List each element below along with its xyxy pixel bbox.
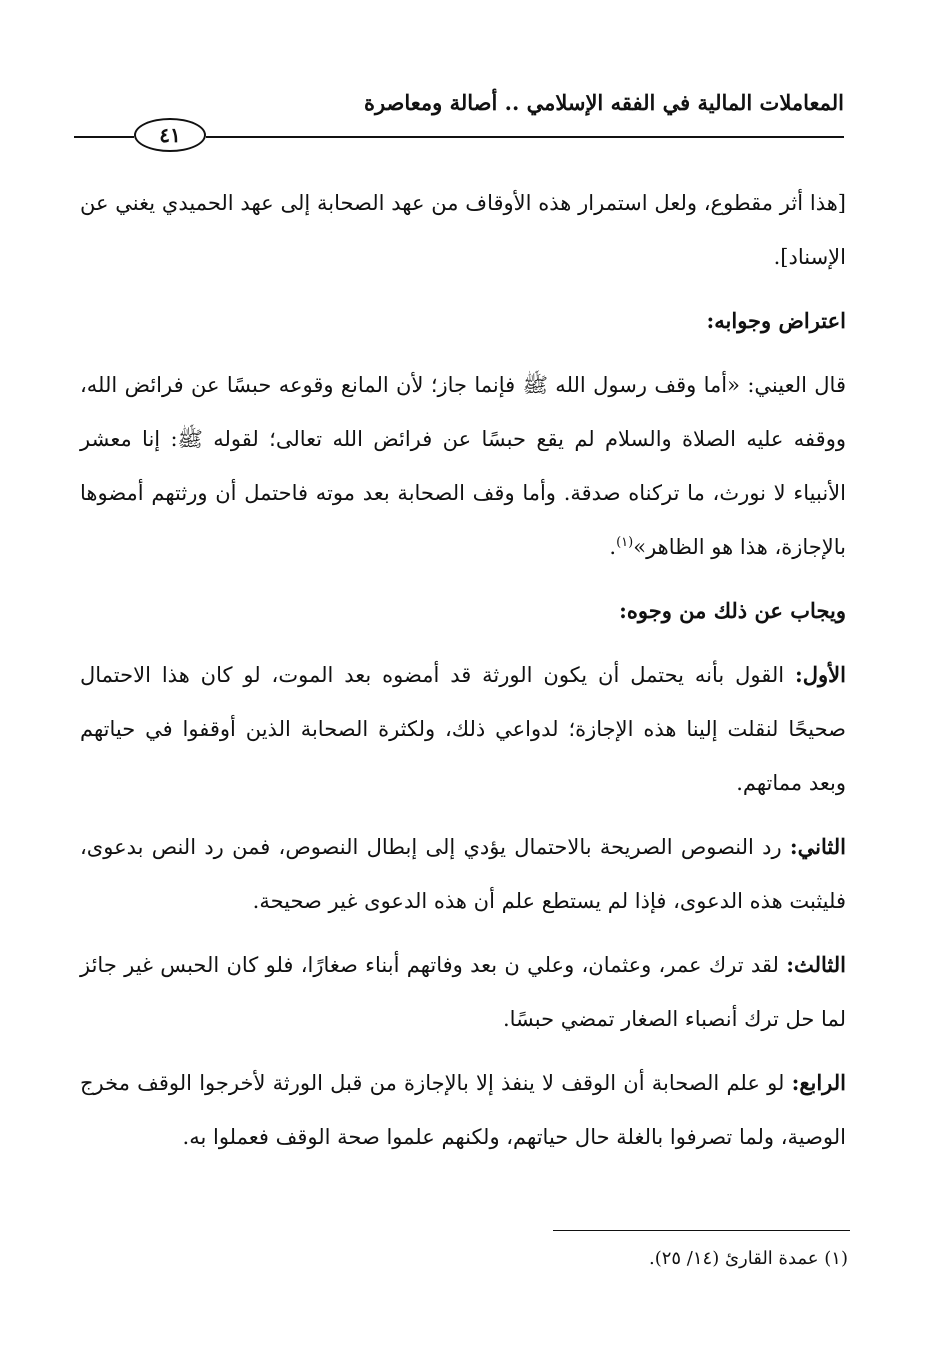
body-text <box>80 176 846 1164</box>
answer-third <box>80 938 846 1046</box>
answer-first <box>80 648 846 810</box>
section-heading-objection: اعتراض وجوابه: <box>706 308 846 333</box>
header-rule <box>206 136 844 138</box>
header-rule-left <box>74 136 134 138</box>
footnote: (١) عمدة القارئ (١٤/ ٢٥). <box>648 1248 848 1269</box>
paragraph-al-ayni-quote <box>80 358 846 574</box>
footnote-reference: (١) <box>616 535 634 550</box>
answer-second <box>80 820 846 928</box>
page-number-badge: ٤١ <box>134 118 206 152</box>
answer-first-label: الأول: <box>795 662 846 687</box>
answer-first-text: القول بأنه يحتمل أن يكون الورثة قد أمضوه بعد الموت، لو كان هذا الاحتمال صحيحًا لنقلت إلينا هذه الإجازة؛ لدواعي ذلك، ولكثرة الصحابة الذين أوقفوا في حياتهم وبعد مماتهم. <box>80 663 846 795</box>
answer-second-text: رد النصوص الصريحة بالاحتمال يؤدي إلى إبطال النصوص، فمن رد النص بدعوى، فليثبت هذه الدعوى، فإذا لم يستطع علم أن هذه الدعوى غير صحيحة. <box>80 835 846 913</box>
footnote-separator <box>553 1230 850 1231</box>
answer-fourth-text: لو علم الصحابة أن الوقف لا ينفذ إلا بالإجازة من قبل الورثة لأخرجوا الوقف مخرج الوصية، ولما تصرفوا بالغلة حال حياتهم، ولكنهم علموا صحة الوقف فعملوا به. <box>80 1071 846 1149</box>
paragraph-1: [هذا أثر مقطوع، ولعل استمرار هذه الأوقاف من عهد الصحابة إلى عهد الحميدي يغني عن الإسناد]. <box>80 191 846 269</box>
answer-fourth <box>80 1056 846 1164</box>
answer-third-label: الثالث: <box>786 952 846 977</box>
quote-end: . <box>609 535 617 559</box>
section-heading-answers: ويجاب عن ذلك من وجوه: <box>619 598 846 623</box>
running-header-title: المعاملات المالية في الفقه الإسلامي .. أصالة ومعاصرة <box>363 90 844 115</box>
answer-third-text: لقد ترك عمر، وعثمان، وعلي ن بعد وفاتهم أبناء صغارًا، فلو كان الحبس غير جائز لما حل ترك أنصباء الصغار تمضي حبسًا. <box>80 953 846 1031</box>
quote-text: قال العيني: «أما وقف رسول الله ﷺ فإنما جاز؛ لأن المانع وقوعه حبسًا عن فرائض الله، ووقفه عليه الصلاة والسلام لم يقع حبسًا عن فرائض الله تعالى؛ لقوله ﷺ: إنا معشر الأنبياء لا نورث، ما تركناه صدقة. وأما وقف الصحابة بعد موته فاحتمل أن ورثتهم أمضوها بالإجازة، هذا هو الظاهر» <box>80 373 846 559</box>
answer-fourth-label: الرابع: <box>791 1070 846 1095</box>
answer-second-label: الثاني: <box>789 834 846 859</box>
